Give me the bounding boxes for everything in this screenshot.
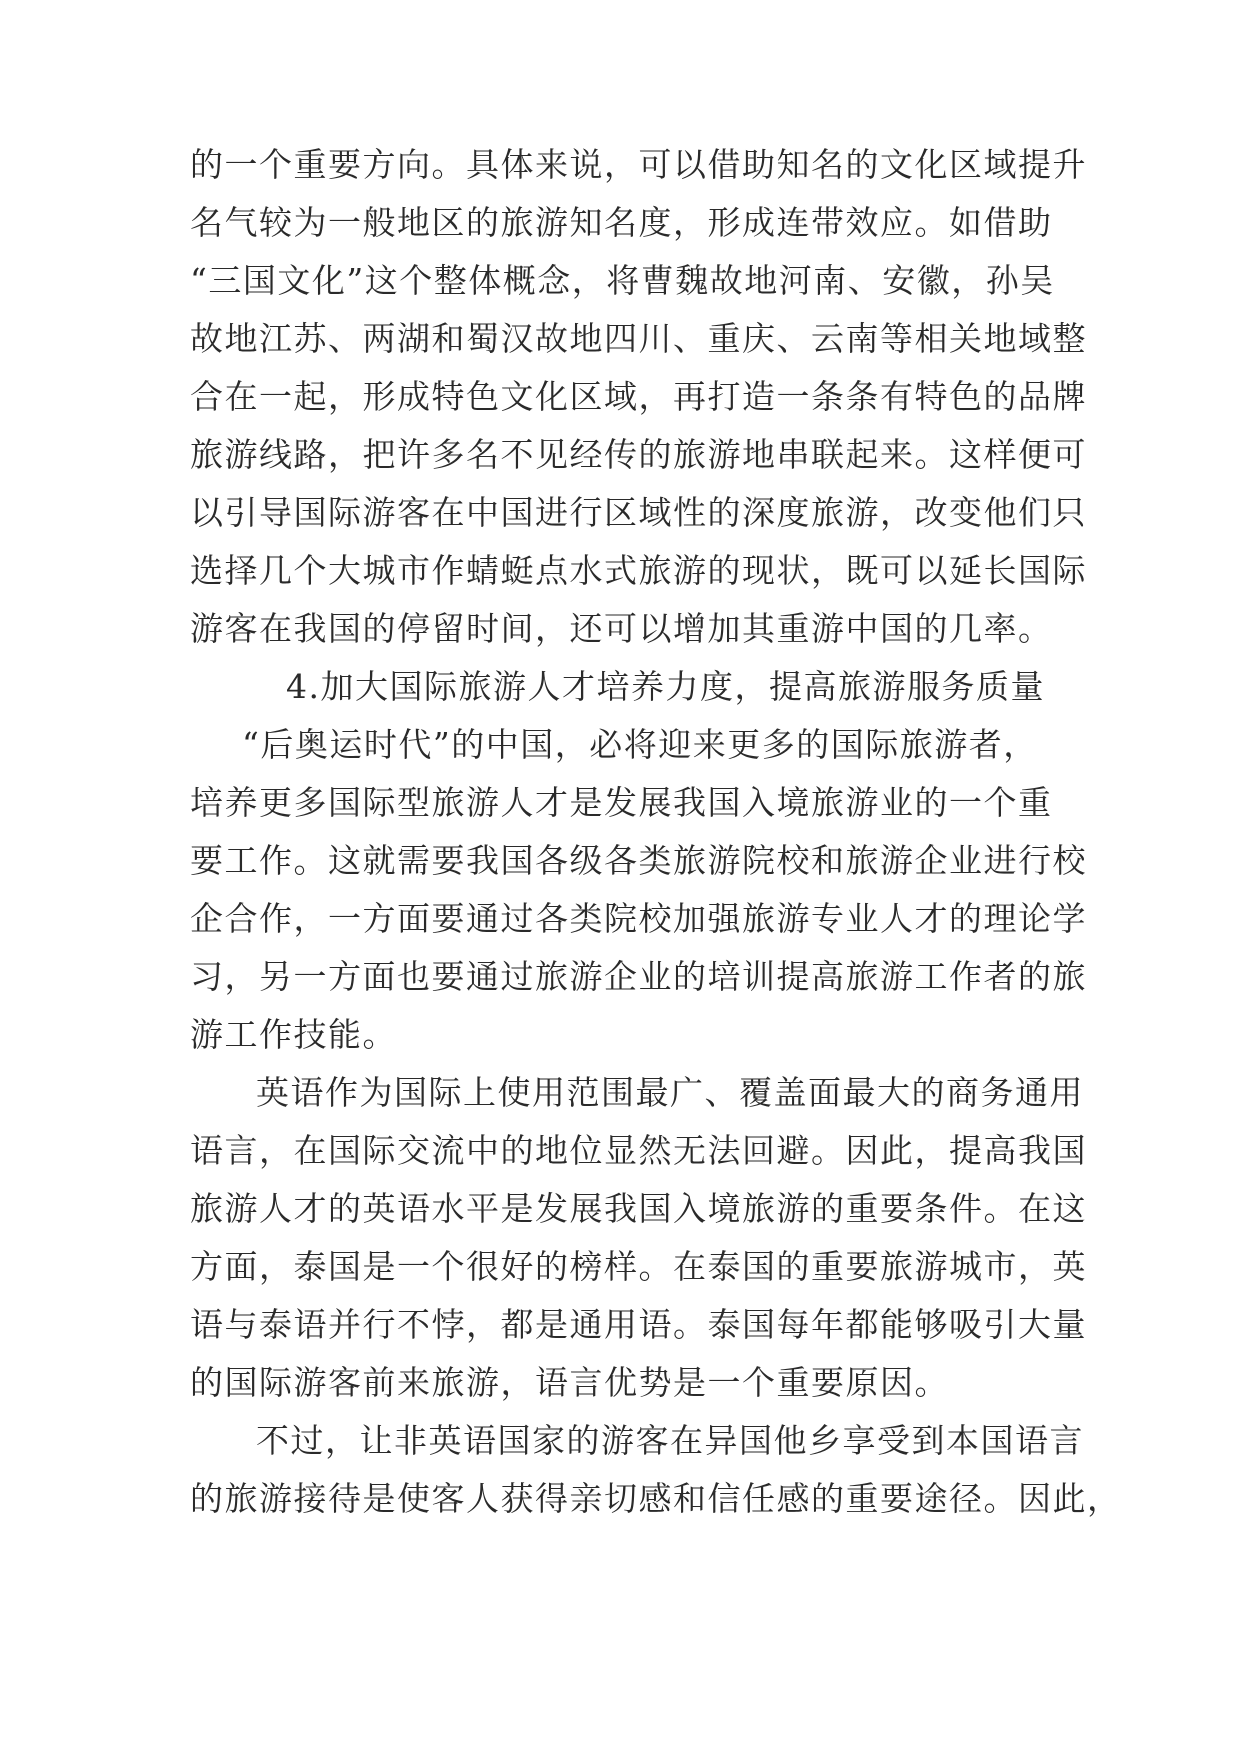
text-line: 习，另一方面也要通过旅游企业的培训提高旅游工作者的旅	[190, 957, 1087, 996]
text-line: 英语作为国际上使用范围最广、覆盖面最大的商务通用	[256, 1073, 1084, 1112]
text-line: 的一个重要方向。具体来说，可以借助知名的文化区域提升	[190, 145, 1087, 184]
text-line: 要工作。这就需要我国各级各类旅游院校和旅游企业进行校	[190, 841, 1087, 880]
text-line: 游工作技能。	[190, 1015, 397, 1054]
text-line: 的旅游接待是使客人获得亲切感和信任感的重要途径。因此，	[190, 1479, 1122, 1518]
text-line: 的国际游客前来旅游，语言优势是一个重要原因。	[190, 1363, 949, 1402]
text-line: 旅游人才的英语水平是发展我国入境旅游的重要条件。在这	[190, 1189, 1087, 1228]
section-heading: 4.加大国际旅游人才培养力度，提高旅游服务质量	[286, 667, 1045, 706]
text-line: 旅游线路，把许多名不见经传的旅游地串联起来。这样便可	[190, 435, 1087, 474]
text-line: 以引导国际游客在中国进行区域性的深度旅游，改变他们只	[190, 493, 1087, 532]
body-text	[190, 136, 1122, 1528]
text-line: 企合作，一方面要通过各类院校加强旅游专业人才的理论学	[190, 899, 1087, 938]
text-line: 游客在我国的停留时间，还可以增加其重游中国的几率。	[190, 609, 1053, 648]
text-line: 合在一起，形成特色文化区域，再打造一条条有特色的品牌	[190, 377, 1087, 416]
text-line: 语言，在国际交流中的地位显然无法回避。因此，提高我国	[190, 1131, 1087, 1170]
text-line: 选择几个大城市作蜻蜓点水式旅游的现状，既可以延长国际	[190, 551, 1087, 590]
text-line: 语与泰语并行不悖，都是通用语。泰国每年都能够吸引大量	[190, 1305, 1087, 1344]
text-line: 故地江苏、两湖和蜀汉故地四川、重庆、云南等相关地域整	[190, 319, 1087, 358]
text-line: 培养更多国际型旅游人才是发展我国入境旅游业的一个重	[190, 783, 1053, 822]
text-line: 名气较为一般地区的旅游知名度，形成连带效应。如借助	[190, 203, 1053, 242]
text-line: 不过，让非英语国家的游客在异国他乡享受到本国语言	[256, 1421, 1084, 1460]
text-line: 方面，泰国是一个很好的榜样。在泰国的重要旅游城市，英	[190, 1247, 1087, 1286]
text-line: “三国文化”这个整体概念，将曹魏故地河南、安徽，孙吴	[190, 261, 1055, 300]
text-line: “后奥运时代”的中国，必将迎来更多的国际旅游者，	[242, 725, 1038, 764]
